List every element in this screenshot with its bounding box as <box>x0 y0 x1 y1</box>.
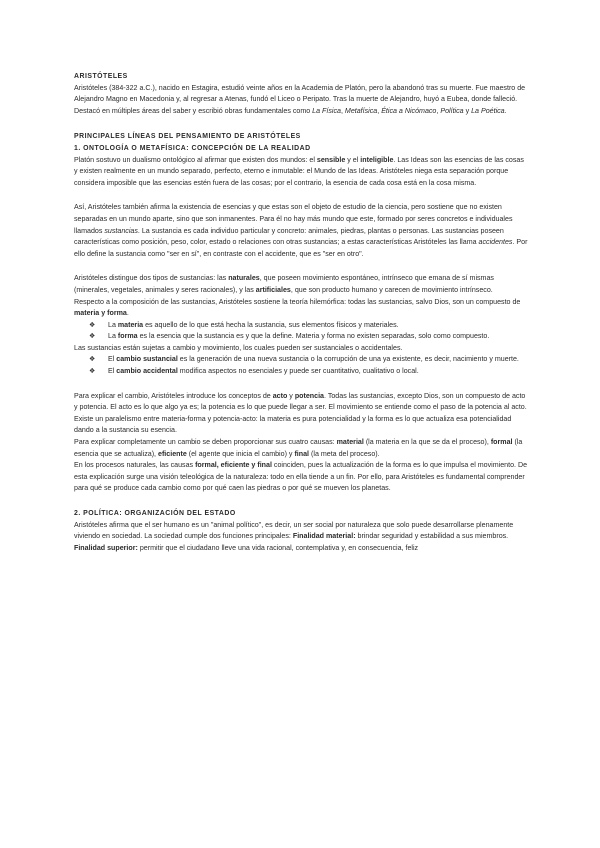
document-body <box>74 71 528 554</box>
section-1-heading: 1. ONTOLOGÍA O METAFÍSICA: CONCEPCIÓN DE LA REALIDAD <box>74 144 311 152</box>
diamond-bullet-icon: ❖ <box>89 333 96 341</box>
paragraph-change: Las sustancias están sujetas a cambio y movimiento, los cuales pueden ser sustanciales o accidentales. <box>74 343 403 352</box>
paragraph-four-causes: Para explicar completamente un cambio se deben proporcionar sus cuatro causas: material (la materia en la que se da el proceso), formal (la esencia que se actualiza), eficiente (el agente que inicia el cambio) y final (la meta del proceso). <box>74 438 523 458</box>
section-2-heading: 2. POLÍTICA: ORGANIZACIÓN DEL ESTADO <box>74 510 236 517</box>
diamond-bullet-icon: ❖ <box>89 356 96 364</box>
paragraph-teleology: En los procesos naturales, las causas formal, eficiente y final coinciden, pues la actualización de la forma es lo que impulsa el movimiento. De esta explicación surge una visión teleológica de la naturaleza: todo en ella tiende a un fin. Por ello, para Aristóteles es fundamental comprender para qué se produce cada cambio como por qué caen las piedras o por qué se mueven los planetas. <box>74 461 528 493</box>
diamond-bullet-icon: ❖ <box>89 368 96 376</box>
paragraph-act-potency: Para explicar el cambio, Aristóteles introduce los conceptos de acto y potencia. Todas las sustancias, excepto Dios, son un compuesto de acto y potencia. El acto es lo que algo ya es; la potencia es lo que puede llegar a ser. El movimiento se entiende como el paso de la potencia al acto. Existe un paralelismo entre materia-forma y potencia-acto: la materia es pura potencialidad y la forma es lo que actualiza esa potencialidad dando a la sustancia su esencia. <box>74 391 527 435</box>
paragraph-substances: Así, Aristóteles también afirma la existencia de esencias y que estas son el objeto de estudio de la ciencia, pero sostiene que no existen separadas en un mundo aparte, sino que son inmanentes. Para él no hay más mundo que este, formado por seres concretos e individuales llamados sustancias. La sustancia es cada individuo particular y concreto: animales, piedras, plantas o personas. Las sustancias poseen características como posición, peso, color, estado o relaciones con otras sustancias; a estas características Aristóteles las llama accidentes. Por ello define la sustancia como "ser en sí", en contraste con el accidente, que es "ser en otro". <box>74 203 528 258</box>
list-item: ❖ La forma es la esencia que la sustancia es y que la define. Materia y forma no existen separadas, solo como compuesto. <box>108 331 528 343</box>
principal-lines-heading: PRINCIPALES LÍNEAS DEL PENSAMIENTO DE ARISTÓTELES <box>74 133 301 141</box>
list-item: ❖ El cambio sustancial es la generación de una nueva sustancia o la corrupción de una ya existente, es decir, nacimiento y muerte. <box>108 354 528 366</box>
document-title: ARISTÓTELES <box>74 73 128 80</box>
change-types-list <box>74 354 528 377</box>
paragraph-substance-types: Aristóteles distingue dos tipos de sustancias: las naturales, que poseen movimiento espontáneo, intrínseco que emana de sí mismas (minerales, vegetales, animales y seres racionales), y las artificiales, que son producto humano y carecen de movimiento intrínseco. <box>74 274 494 294</box>
matter-form-list <box>74 320 528 343</box>
intro-paragraph: Aristóteles (384-322 a.C.), nacido en Estagira, estudió veinte años en la Academia de Platón, pero la abandonó tras su muerte. Fue maestro de Alejandro Magno en Macedonia y, al regresar a Atenas, fundó el Liceo o Peripato. Tras la muerte de Alejandro, huyó a Eubea, donde falleció. Destacó en múltiples áreas del saber y escribió obras fundamentales como La Física, Metafísica, Ética a Nicómaco, Política y La Poética. <box>74 83 526 115</box>
paragraph-politics: Aristóteles afirma que el ser humano es un "animal político", es decir, un ser social por naturaleza que solo puede desarrollarse plenamente viviendo en sociedad. La sociedad cumple dos funciones principales: Finalidad material: brindar seguridad y estabilidad a sus miembros. Finalidad superior: permitir que el ciudadano lleve una vida racional, contemplativa y, en consecuencia, feliz <box>74 520 514 552</box>
list-item: ❖ La materia es aquello de lo que está hecha la sustancia, sus elementos físicos y materiales. <box>108 320 528 332</box>
paragraph-dualism: Platón sostuvo un dualismo ontológico al afirmar que existen dos mundos: el sensible y el inteligible. Las Ideas son las esencias de las cosas y existen realmente en un mundo separado, perfecto, eterno e inmutable: el Mundo de las Ideas. Aristóteles niega esta separación porque considera imposible que las esencias estén fuera de las cosas; por el contrario, la esencia de cada cosa está en la cosa misma. <box>74 155 524 187</box>
diamond-bullet-icon: ❖ <box>89 321 96 329</box>
paragraph-hylomorphism: Respecto a la composición de las sustancias, Aristóteles sostiene la teoría hilemórfica: todas las sustancias, salvo Dios, son un compuesto de materia y forma. <box>74 297 521 318</box>
list-item: ❖ El cambio accidental modifica aspectos no esenciales y puede ser cuantitativo, cualitativo o local. <box>108 366 528 378</box>
